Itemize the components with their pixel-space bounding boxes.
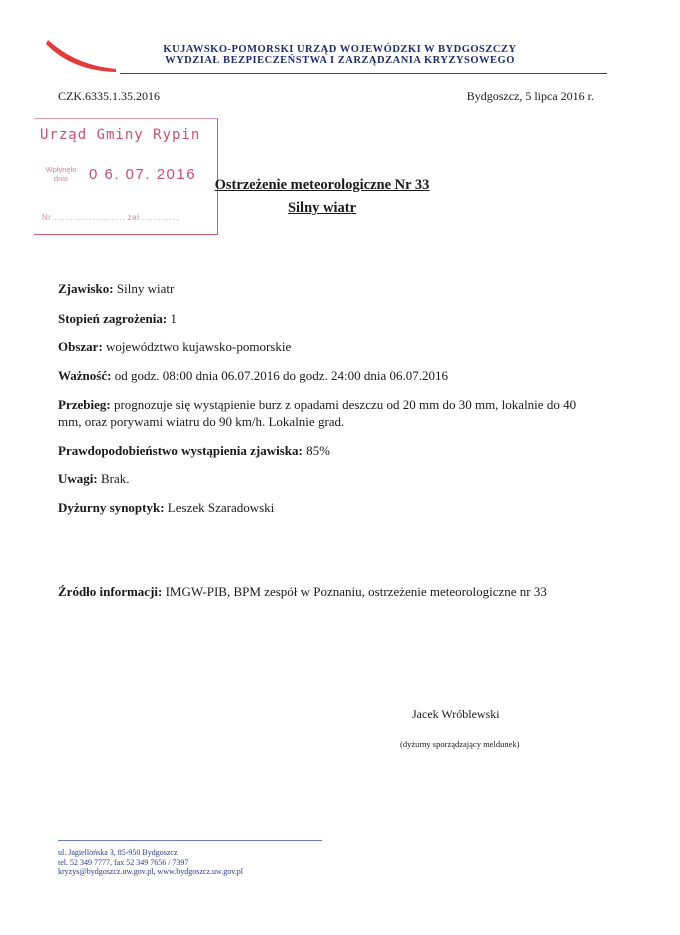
footer-phone: tel. 52 349 7777, fax 52 349 7656 / 7397 xyxy=(58,857,189,867)
office-logo-icon xyxy=(46,36,118,74)
signature-name: Jacek Wróblewski xyxy=(412,707,500,721)
footer-divider xyxy=(58,840,322,841)
stamp-received-line1: Wpłynęło xyxy=(45,165,77,174)
reference-number: CZK.6335.1.35.2016 xyxy=(58,89,160,103)
stamp-office-name: Urząd Gminy Rypin xyxy=(40,127,201,143)
field-threat-level: Stopień zagrożenia: 1 xyxy=(58,311,177,326)
stamp-number-line: Nr .......................... zał .............. xyxy=(42,213,181,222)
field-validity: Ważność: od godz. 08:00 dnia 06.07.2016 do godz. 24:00 dnia 06.07.2016 xyxy=(58,368,448,383)
field-probability: Prawdopodobieństwo wystąpienia zjawiska: 85% xyxy=(58,443,330,458)
field-area: Obszar: województwo kujawsko-pomorskie xyxy=(58,339,292,354)
field-course: Przebieg: prognozuje się wystąpienie burz z opadami deszczu od 20 mm do 30 mm, lokalnie do 40 mm, oraz porywami wiatru do 90 km/h. Lokalnie grad. xyxy=(58,397,577,429)
header-divider xyxy=(120,73,607,74)
footer-web: kryzys@bydgoszcz.uw.gov.pl, www.bydgoszcz.uw.gov.pl xyxy=(58,867,243,877)
stamp-received-label xyxy=(36,165,86,183)
header-office-name: KUJAWSKO-POMORSKI URZĄD WOJEWÓDZKI W BYDGOSZCZY xyxy=(163,44,517,55)
signature-role: (dyżurny sporządzający meldunek) xyxy=(400,739,520,749)
header-department-name: WYDZIAŁ BEZPIECZEŃSTWA I ZARZĄDZANIA KRYZYSOWEGO xyxy=(165,55,515,66)
footer-contact xyxy=(58,848,243,877)
stamp-received-line2: dnia xyxy=(53,174,69,183)
field-phenomenon: Zjawisko: Silny wiatr xyxy=(58,281,175,296)
place-date: Bydgoszcz, 5 lipca 2016 r. xyxy=(466,89,594,103)
field-source: Źródło informacji: IMGW-PIB, BPM zespół w Poznaniu, ostrzeżenie meteorologiczne nr 33 xyxy=(58,584,547,599)
footer-address: ul. Jagiellońska 3, 85-950 Bydgoszcz xyxy=(58,848,178,857)
document-subtitle: Silny wiatr xyxy=(287,200,357,216)
field-forecaster: Dyżurny synoptyk: Leszek Szaradowski xyxy=(58,500,275,515)
document-title: Ostrzeżenie meteorologiczne Nr 33 xyxy=(214,177,430,193)
field-remarks: Uwagi: Brak. xyxy=(58,471,130,486)
stamp-date: 0 6. 07. 2016 xyxy=(89,166,197,183)
stamp-top-border xyxy=(34,118,217,119)
